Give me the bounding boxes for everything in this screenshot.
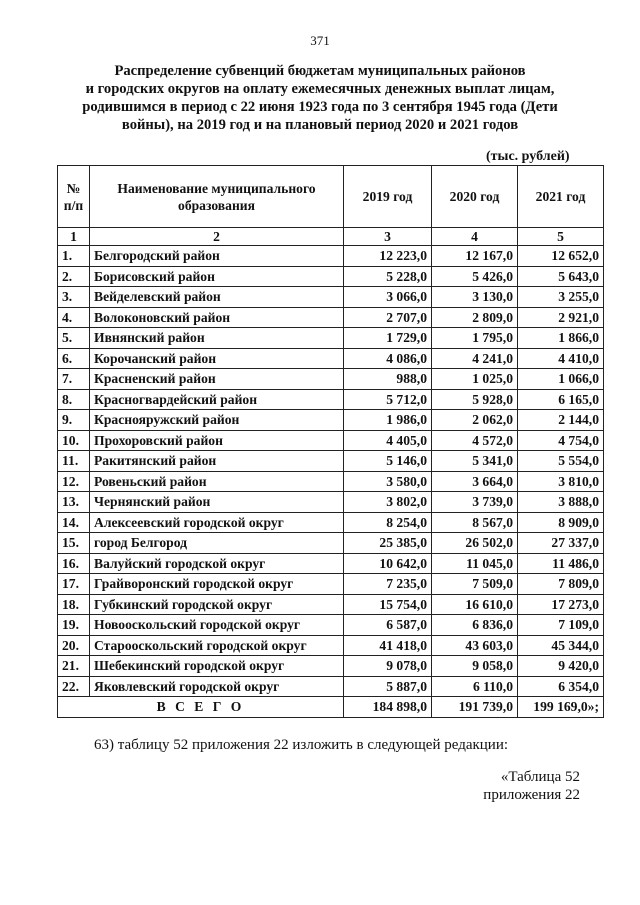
column-number: 5	[518, 228, 604, 246]
column-number: 2	[90, 228, 344, 246]
value-2019: 1 729,0	[344, 328, 432, 349]
row-number: 3.	[58, 287, 90, 308]
municipality-name: Старооскольский городской округ	[90, 635, 344, 656]
table-row	[58, 246, 604, 267]
value-2020: 11 045,0	[432, 553, 518, 574]
value-2019: 7 235,0	[344, 574, 432, 595]
municipality-name: Ровеньский район	[90, 471, 344, 492]
value-2020: 3 664,0	[432, 471, 518, 492]
value-2020: 5 341,0	[432, 451, 518, 472]
value-2020: 3 130,0	[432, 287, 518, 308]
value-2019: 5 146,0	[344, 451, 432, 472]
value-2019: 5 228,0	[344, 266, 432, 287]
value-2021: 5 554,0	[518, 451, 604, 472]
column-number: 4	[432, 228, 518, 246]
table-row	[58, 348, 604, 369]
page-number: 371	[310, 33, 330, 48]
column-number-row	[58, 228, 604, 246]
row-number: 15.	[58, 533, 90, 554]
table-reference-line: «Таблица 52	[500, 769, 580, 785]
table-row	[58, 307, 604, 328]
municipality-name: Ивнянский район	[90, 328, 344, 349]
value-2021: 3 255,0	[518, 287, 604, 308]
row-number: 13.	[58, 492, 90, 513]
value-2021: 6 354,0	[518, 676, 604, 697]
municipality-name: Грайворонский городской округ	[90, 574, 344, 595]
row-number: 7.	[58, 369, 90, 390]
value-2020: 43 603,0	[432, 635, 518, 656]
table-row	[58, 328, 604, 349]
row-number: 8.	[58, 389, 90, 410]
value-2019: 3 580,0	[344, 471, 432, 492]
municipality-name: Шебекинский городской округ	[90, 656, 344, 677]
row-number: 21.	[58, 656, 90, 677]
value-2021: 7 109,0	[518, 615, 604, 636]
value-2021: 17 273,0	[518, 594, 604, 615]
table-row	[58, 430, 604, 451]
value-2020: 12 167,0	[432, 246, 518, 267]
subsidy-table	[57, 165, 604, 718]
municipality-name: Чернянский район	[90, 492, 344, 513]
row-number: 9.	[58, 410, 90, 431]
table-row	[58, 369, 604, 390]
table-row	[58, 676, 604, 697]
value-2021: 3 888,0	[518, 492, 604, 513]
municipality-name: Белгородский район	[90, 246, 344, 267]
table-row	[58, 635, 604, 656]
column-number: 3	[344, 228, 432, 246]
amendment-paragraph: 63) таблицу 52 приложения 22 изложить в следующей редакции:	[94, 737, 509, 753]
value-2019: 15 754,0	[344, 594, 432, 615]
value-2020: 7 509,0	[432, 574, 518, 595]
table-row	[58, 656, 604, 677]
table-row	[58, 471, 604, 492]
value-2021: 6 165,0	[518, 389, 604, 410]
value-2021: 5 643,0	[518, 266, 604, 287]
value-2019: 12 223,0	[344, 246, 432, 267]
value-2020: 8 567,0	[432, 512, 518, 533]
table-reference	[440, 768, 580, 804]
value-2021: 1 066,0	[518, 369, 604, 390]
value-2021: 1 866,0	[518, 328, 604, 349]
value-2020: 5 426,0	[432, 266, 518, 287]
value-2021: 27 337,0	[518, 533, 604, 554]
table-row	[58, 287, 604, 308]
header-name: Наименование муниципального образования	[90, 166, 344, 228]
value-2020: 6 836,0	[432, 615, 518, 636]
table-reference-line: приложения 22	[483, 787, 580, 803]
value-2020: 4 241,0	[432, 348, 518, 369]
value-2021: 7 809,0	[518, 574, 604, 595]
value-2021: 45 344,0	[518, 635, 604, 656]
table-row	[58, 574, 604, 595]
row-number: 19.	[58, 615, 90, 636]
document-title	[70, 62, 570, 134]
value-2021: 3 810,0	[518, 471, 604, 492]
table-row	[58, 594, 604, 615]
row-number: 5.	[58, 328, 90, 349]
value-2021: 4 410,0	[518, 348, 604, 369]
value-2019: 41 418,0	[344, 635, 432, 656]
total-label: В С Е Г О	[58, 697, 344, 718]
total-row	[58, 697, 604, 718]
header-2019: 2019 год	[344, 166, 432, 228]
row-number: 4.	[58, 307, 90, 328]
municipality-name: Алексеевский городской округ	[90, 512, 344, 533]
table-header-row	[58, 166, 604, 228]
value-2021: 11 486,0	[518, 553, 604, 574]
municipality-name: Вейделевский район	[90, 287, 344, 308]
header-2020: 2020 год	[432, 166, 518, 228]
municipality-name: Волоконовский район	[90, 307, 344, 328]
value-2021: 2 144,0	[518, 410, 604, 431]
title-line: и городских округов на оплату ежемесячных денежных выплат лицам,	[85, 81, 555, 97]
units-label: (тыс. рублей)	[486, 149, 570, 164]
value-2019: 6 587,0	[344, 615, 432, 636]
header-2021: 2021 год	[518, 166, 604, 228]
value-2020: 16 610,0	[432, 594, 518, 615]
value-2021: 8 909,0	[518, 512, 604, 533]
value-2020: 2 062,0	[432, 410, 518, 431]
value-2021: 12 652,0	[518, 246, 604, 267]
value-2019: 9 078,0	[344, 656, 432, 677]
table-row	[58, 615, 604, 636]
value-2020: 2 809,0	[432, 307, 518, 328]
value-2020: 26 502,0	[432, 533, 518, 554]
total-2019: 184 898,0	[344, 697, 432, 718]
value-2019: 2 707,0	[344, 307, 432, 328]
value-2020: 4 572,0	[432, 430, 518, 451]
municipality-name: Краснояружский район	[90, 410, 344, 431]
table-row	[58, 553, 604, 574]
municipality-name: Губкинский городской округ	[90, 594, 344, 615]
municipality-name: Прохоровский район	[90, 430, 344, 451]
row-number: 10.	[58, 430, 90, 451]
municipality-name: Яковлевский городской округ	[90, 676, 344, 697]
title-line: родившимся в период с 22 июня 1923 года по 3 сентября 1945 года (Дети	[82, 99, 558, 115]
title-line: Распределение субвенций бюджетам муниципальных районов	[114, 63, 526, 79]
row-number: 16.	[58, 553, 90, 574]
value-2019: 3 802,0	[344, 492, 432, 513]
value-2019: 5 712,0	[344, 389, 432, 410]
value-2019: 1 986,0	[344, 410, 432, 431]
row-number: 6.	[58, 348, 90, 369]
value-2021: 2 921,0	[518, 307, 604, 328]
value-2020: 9 058,0	[432, 656, 518, 677]
value-2020: 1 795,0	[432, 328, 518, 349]
municipality-name: Борисовский район	[90, 266, 344, 287]
table-row	[58, 533, 604, 554]
row-number: 22.	[58, 676, 90, 697]
value-2020: 3 739,0	[432, 492, 518, 513]
table-row	[58, 451, 604, 472]
municipality-name: Красногвардейский район	[90, 389, 344, 410]
value-2019: 10 642,0	[344, 553, 432, 574]
row-number: 12.	[58, 471, 90, 492]
value-2019: 988,0	[344, 369, 432, 390]
municipality-name: Корочанский район	[90, 348, 344, 369]
table-row	[58, 512, 604, 533]
value-2021: 9 420,0	[518, 656, 604, 677]
value-2019: 4 405,0	[344, 430, 432, 451]
table-body	[58, 246, 604, 697]
row-number: 11.	[58, 451, 90, 472]
total-2021: 199 169,0»;	[518, 697, 604, 718]
value-2019: 5 887,0	[344, 676, 432, 697]
table-row	[58, 492, 604, 513]
row-number: 1.	[58, 246, 90, 267]
row-number: 2.	[58, 266, 90, 287]
municipality-name: Красненский район	[90, 369, 344, 390]
municipality-name: Новооскольский городской округ	[90, 615, 344, 636]
value-2019: 3 066,0	[344, 287, 432, 308]
row-number: 18.	[58, 594, 90, 615]
value-2020: 5 928,0	[432, 389, 518, 410]
row-number: 20.	[58, 635, 90, 656]
table-row	[58, 266, 604, 287]
column-number: 1	[58, 228, 90, 246]
value-2019: 8 254,0	[344, 512, 432, 533]
title-line: войны), на 2019 год и на плановый период 2020 и 2021 годов	[121, 117, 519, 133]
header-number: № п/п	[58, 166, 90, 228]
value-2020: 6 110,0	[432, 676, 518, 697]
row-number: 14.	[58, 512, 90, 533]
municipality-name: город Белгород	[90, 533, 344, 554]
row-number: 17.	[58, 574, 90, 595]
municipality-name: Ракитянский район	[90, 451, 344, 472]
municipality-name: Валуйский городской округ	[90, 553, 344, 574]
value-2020: 1 025,0	[432, 369, 518, 390]
table-row	[58, 389, 604, 410]
value-2019: 25 385,0	[344, 533, 432, 554]
total-2020: 191 739,0	[432, 697, 518, 718]
value-2019: 4 086,0	[344, 348, 432, 369]
value-2021: 4 754,0	[518, 430, 604, 451]
table-row	[58, 410, 604, 431]
